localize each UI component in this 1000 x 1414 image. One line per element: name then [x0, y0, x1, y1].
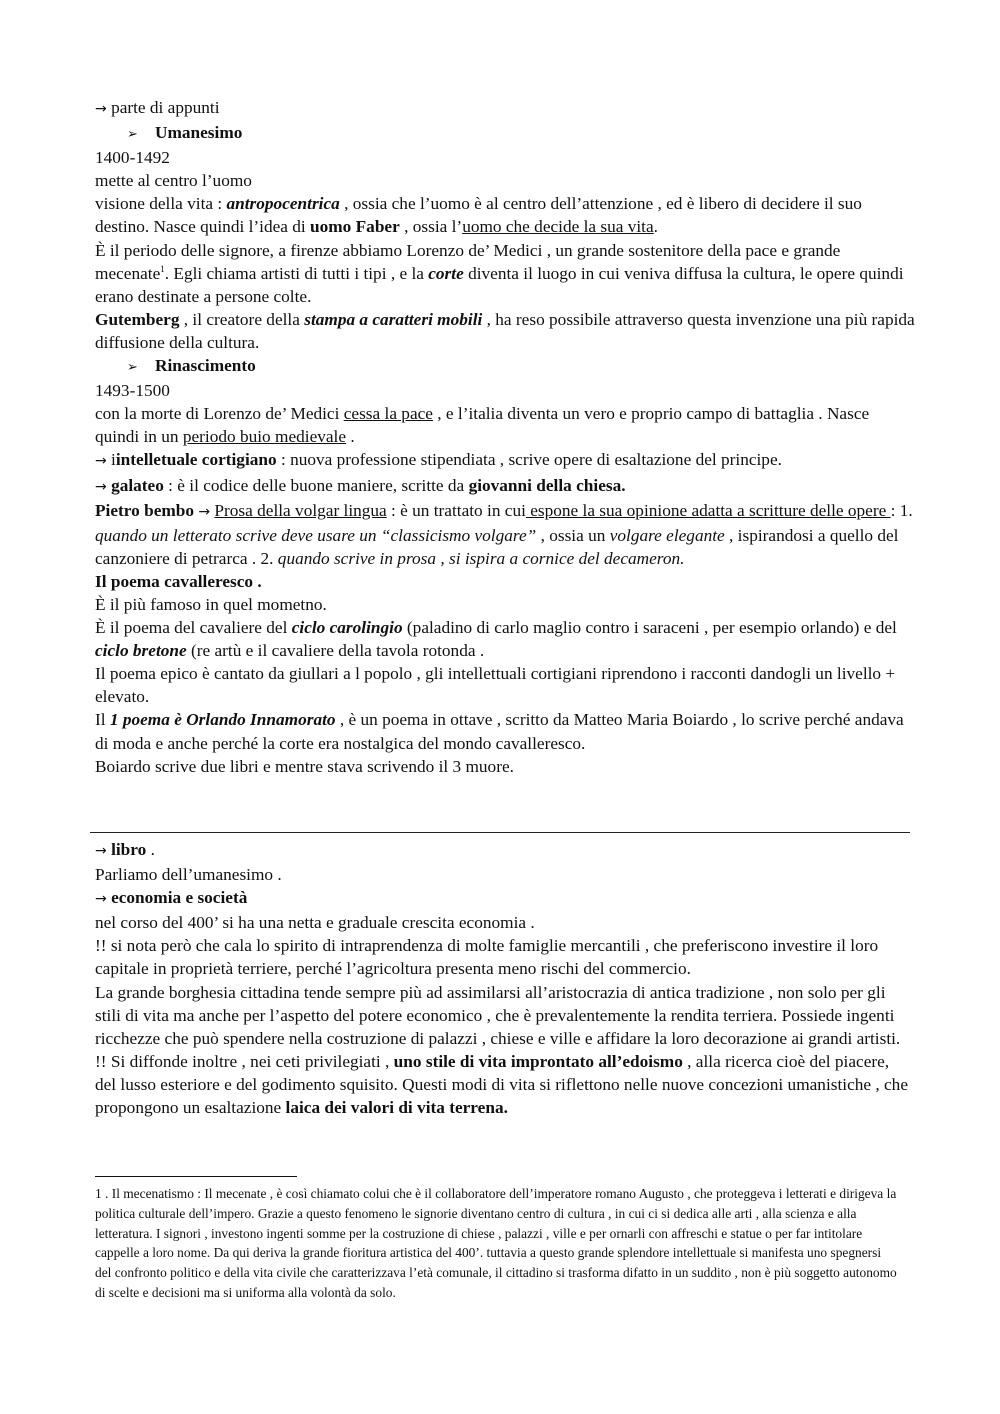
- intellettuale-line: → iintelletuale cortigiano : nuova professione stipendiata , scrive opere di esaltazione del principe.: [95, 450, 782, 470]
- section-divider: [90, 832, 910, 833]
- arrow-icon: →: [95, 101, 107, 117]
- umanesimo-signore-paragraph: È il periodo delle signore, a firenze abbiamo Lorenzo de’ Medici , un grande sostenitore della pace e grande mecenate$^1$. Egli chiama artisti di tutti i tipi , e la corte diventa il luogo in cui veniva diffusa la cultura, le opere quindi erano destinate a persone colte.: [95, 240, 904, 306]
- footnote-ref[interactable]: 1: [160, 263, 165, 274]
- heading-poema: Il poema cavalleresco .: [95, 571, 262, 591]
- notes-bottom: [95, 838, 910, 1119]
- crescita-line: nel corso del 400’ si ha una netta e graduale crescita economia .: [95, 913, 535, 933]
- edonismo-paragraph: !! Si diffonde inoltre , nei ceti privilegiati , uno stile di vita improntato all’edoismo , alla ricerca cioè del piacere, del lusso esteriore e del godimento squisito. Questi modi di vita si riflettono nelle nuove concezioni umanistiche , che propongono un esaltazione laica dei valori di vita terrena.: [95, 1051, 908, 1118]
- arrow-icon: →: [95, 891, 107, 908]
- arrow-icon: →: [95, 453, 107, 470]
- footnote-text: 1 . Il mecenatismo : Il mecenate , è così chiamato colui che è il collaboratore dell’imperatore romano Augusto , che proteggeva i letterati e dirigeva la politica culturale dell’impero. Grazie a questo fenomeno le signorie diventano centro di cultura , in cui ci si dedica alle arti , alla scienza e alla letteratura. I signori , investono ingenti somme per la costruzione di chiese , palazzi , ville e per ornarli con affreschi e statue o per far intitolare cappelle a loro nome. Da qui deriva la grande fioritura artistica del 400’. tuttavia a questo grande splendore intellettuale si manifesta uno spegnersi del confronto politico e della vita civile che caratterizzava l’età comunale, il cittadino si trasforma difatto in un suddito , non è più soggetto autonomo di scelte e decisioni ma si uniforma alla volontà da solo.: [95, 1186, 897, 1300]
- rinascimento-morte-paragraph: con la morte di Lorenzo de’ Medici cessa la pace , e l’italia diventa un vero e proprio campo di battaglia . Nasce quindi in un periodo buio medievale .: [95, 404, 870, 447]
- borghesia-paragraph: La grande borghesia cittadina tende sempre più ad assimilarsi all’aristocrazia di antica tradizione , non solo per gli stili di vita ma anche per l’aspetto del potere economico , che è prevalentemente la rendita terriera. Possiede ingenti ricchezze che può spendere nella costruzione di palazzi , chiese e ville e affidare la loro decorazione ai grandi artisti.: [95, 982, 901, 1048]
- heading-rinascimento: ➢ Rinascimento: [95, 354, 915, 379]
- bembo-paragraph: Pietro bembo → Prosa della volgar lingua : è un trattato in cui espone la sua opinione adatta a scritture delle opere : 1. quando un letterato scrive deve usare un “classicismo volgare” , ossia un volgare elegante , ispirandosi a quello del canzoniere di petrarca . 2. quando scrive in prosa , si ispira a cornice del decameron.: [95, 500, 913, 568]
- galateo-line: → galateo : è il codice delle buone maniere, scritte da giovanni della chiesa.: [95, 475, 626, 495]
- footnote: [95, 1184, 900, 1303]
- economia-heading: → economia e società: [95, 888, 248, 908]
- intro-line: → parte di appunti: [95, 98, 220, 117]
- poema-cicli-paragraph: È il poema del cavaliere del ciclo carolingio (paladino di carlo maglio contro i saraceni , per esempio orlando) e del ciclo bretone (re artù e il cavaliere della tavola rotonda .: [95, 618, 897, 661]
- orlando-paragraph: Il 1 poema è Orlando Innamorato , è un poema in ottave , scritto da Matteo Maria Boiardo , lo scrive perché andava di moda e anche perché la corte era nostalgica del mondo cavalleresco.: [95, 710, 904, 753]
- umanesimo-line1: mette al centro l’uomo: [95, 171, 252, 191]
- intraprendenza-paragraph: !! si nota però che cala lo spirito di intraprendenza di molte famiglie mercantili , che preferiscono investire il loro capitale in proprietà terriere, perché l’agricoltura presenta meno rischi del commercio.: [95, 936, 879, 979]
- poema-epico-paragraph: Il poema epico è cantato da giullari a l popolo , gli intellettuali cortigiani riprendono i racconti dandogli un livello + elevato.: [95, 664, 896, 707]
- poema-line1: È il più famoso in quel mometno.: [95, 594, 327, 614]
- arrowhead-bullet-icon: ➢: [127, 360, 138, 376]
- arrow-icon: →: [198, 503, 211, 520]
- libro-line: → libro .: [95, 840, 155, 859]
- arrow-icon: →: [95, 843, 107, 859]
- arrowhead-bullet-icon: ➢: [127, 127, 138, 143]
- umanesimo-visione-paragraph: visione della vita : antropocentrica , ossia che l’uomo è al centro dell’attenzione , ed è libero di decidere il suo destino. Nasce quindi l’idea di uomo Faber , ossia l’uomo che decide la sua vita.: [95, 194, 862, 237]
- rinascimento-dates: 1493-1500: [95, 381, 170, 401]
- gutemberg-paragraph: Gutemberg , il creatore della stampa a caratteri mobili , ha reso possibile attraverso questa invenzione una più rapida diffusione della cultura.: [95, 309, 915, 352]
- boiardo-line: Boiardo scrive due libri e mentre stava scrivendo il 3 muore.: [95, 756, 514, 776]
- heading-umanesimo: ➢ Umanesimo: [95, 121, 915, 146]
- umanesimo-dates: 1400-1492: [95, 148, 170, 168]
- parliamo-line: Parliamo dell’umanesimo .: [95, 865, 282, 885]
- notes-top: [95, 96, 915, 778]
- footnote-separator: [95, 1176, 297, 1177]
- arrow-icon: →: [95, 478, 107, 495]
